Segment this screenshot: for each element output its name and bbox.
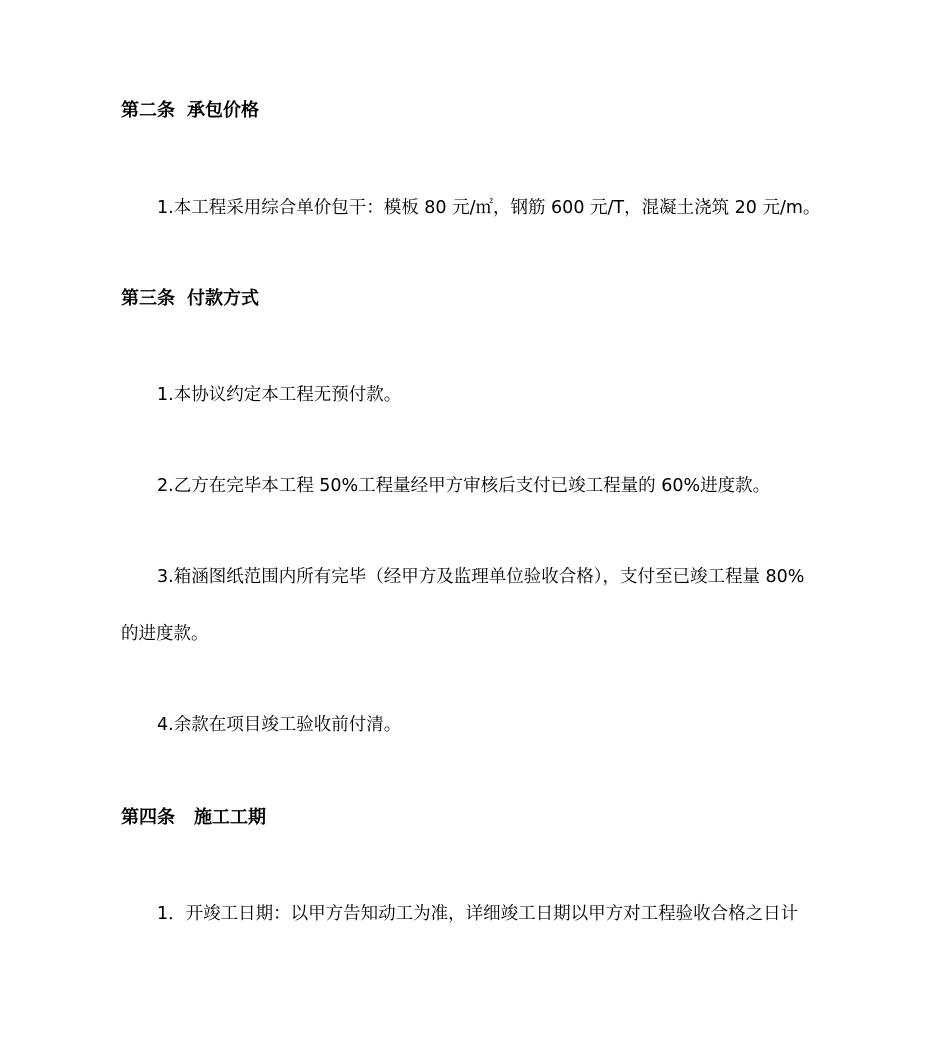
article-3-heading [121, 287, 259, 311]
article-3-paragraph-1: 1.本协议约定本工程无预付款。 [157, 385, 402, 405]
article-4-paragraph-1: 1．开竣工日期：以甲方告知动工为准，详细竣工日期以甲方对工程验收合格之日计 [157, 904, 799, 924]
article-4-label: 第四条 [121, 807, 175, 828]
article-2-heading [121, 99, 259, 123]
article-3-label: 第三条 [121, 288, 175, 309]
article-2-paragraph-1: 1.本工程采用综合单价包干：模板 80 元/㎡，钢筋 600 元/T，混凝土浇筑 20 元/m。 [157, 198, 821, 218]
article-3-paragraph-3-line-2: 的进度款。 [121, 624, 209, 644]
article-3-paragraph-2: 2.乙方在完毕本工程 50%工程量经甲方审核后支付已竣工程量的 60%进度款。 [157, 476, 771, 496]
article-4-heading [121, 806, 266, 830]
article-3-paragraph-3-line-1: 3.箱涵图纸范围内所有完毕（经甲方及监理单位验收合格），支付至已竣工程量 80% [157, 567, 805, 587]
article-3-paragraph-4: 4.余款在项目竣工验收前付清。 [157, 715, 402, 735]
article-2-label: 第二条 [121, 100, 175, 121]
article-2-title: 承包价格 [187, 100, 259, 121]
article-4-title: 施工工期 [194, 807, 266, 828]
article-3-title: 付款方式 [187, 288, 259, 309]
